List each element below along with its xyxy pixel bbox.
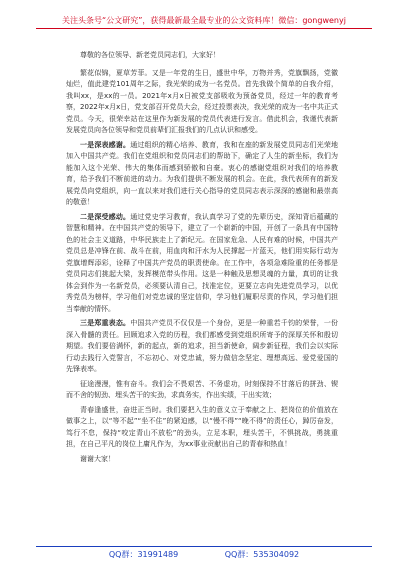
- document-body: [66, 50, 338, 468]
- paragraph-text: 繁花似锦，夏草芳菲。又是一年党的生日，盛世中华，万物并秀，党旗飘扬，党徽灿烂，值此建党101周年之际，我光荣的成为一名党员。首先我做个简单的自我介绍，我叫xx，是xx的一员。2021年x月x日被党支部吸收为预备党员，经过一年的教育考察，2022年x月x日，党支部召开党员大会，经过投票表决，我光荣的成为一名中共正式党员。今天，很荣幸站在这里作为新发展的党员代表进行发言。借此机会，我谨代表新发展党员向各位领导和党员前辈们汇报我们的几点认识和感受。: [66, 68, 338, 134]
- paragraph-youth: [66, 405, 338, 451]
- paragraph-struggle: [66, 379, 338, 402]
- paragraph-text: 通过组织的精心培养、教育，我和在座的新发展党员同志们光荣地加入中国共产党。我们在党组织和党员同志们的帮助下，确定了人生的新坐标，我们为能加入这个光荣、伟大的集体而感到骄傲和自豪。衷心的感谢党组织对我们的培养教育，给予我们不断前进的动力。为我们提供不断发展的机会。在此，我代表所有的新发展党员向党组织，向一直以来对我们进行关心指导的党员同志表示深深的感谢和最崇高的敬意！: [66, 140, 339, 206]
- paragraph-text: 青春逢盛世，奋进正当时。我们要把入生的意义立于奉献之上、把岗位的价值放在做事之上，以“等不起”“坐不住”的紧迫感，以“慢不得”“晚不得”的责任心，踔厉奋发，笃行不怠，保持“咬定青山不放松”的劲头，立足本职，埋头苦干，不惧挑战，勇挑重担，在自己平凡的岗位上庸凡作为，为xx事业贡献出自己的青春和热血！: [66, 405, 338, 448]
- paragraph-text: 中国共产党员不仅仅是一个身份，更是一种重若千钧的荣誉，一份深入骨髓的责任。回顾追求入党的历程，我们都感受到党组织所寄予的深厚关怀和殷切期望。我们要倍满怀，新的起点，新的追求，担当新使命，阔步新征程，我们会以实际行动去践行入党誓言，不忘初心、对党忠诚，努力做信念坚定、理想高远、爱党爱国的先锋表率。: [66, 319, 339, 373]
- paragraph-text: 征途漫漫，惟有奋斗。我们会不畏艰苦、不务虚功，时刻保持不甘落后的拼劲、锲而不舍的韧劲、埋头苦干的实劲，求真务实，作出实绩，干出实效；: [66, 379, 338, 399]
- paragraph-lead: 三是郑重表态。: [80, 319, 131, 327]
- footer-qq-group-1: QQ群：31991489: [108, 550, 179, 559]
- paragraph-text: 通过党史学习教育，我认真学习了党的先辈历史，深知背后蕴藏的智慧和精神。在中国共产党的领导下，建立了一个崭新的中国，开创了一条具有中国特色的社会主义道路，中华民族走上了新纪元。在国家危急、人民有难的时候，中国共产党员总是冲锋在前、战斗在前，用血肉和汗水为人民撑起一片蓝天，他们用实际行动为党旗增辉添彩，诠释了中国共产党员的职责使命。在工作中，各项急难险重的任务都是党员同志们挑起大梁，发挥模范带头作用。这是一种触及思想灵魂的力量，真切的让我体会到作为一名新党员，必须要认清自己，找准定位，更要立志向先进党员学习，以优秀党员为榜样，学习他们对党忠诚的坚定信仰，学习他们履职尽责的作风，学习他们担当奉献的情怀。: [66, 212, 339, 313]
- paragraph-lead: 二是深受感动。: [80, 212, 131, 221]
- paragraph-moved: [66, 212, 338, 316]
- page-footer: [36, 546, 372, 561]
- paragraph-intro: [66, 68, 338, 137]
- page-header-banner: 关注头条号“公文研究”，获得最新最全最专业的公文资料库！微信：gongwenyj: [36, 16, 372, 29]
- footer-qq-group-2: QQ群：535304092: [224, 550, 300, 559]
- paragraph-thanks: [66, 140, 338, 209]
- salutation: 尊敬的各位领导、新老党员同志们，大家好！: [80, 51, 220, 59]
- closing-thanks: 谢谢大家！: [80, 454, 115, 463]
- paragraph-pledge: [66, 318, 338, 376]
- paragraph-lead: 一是深表感谢。: [80, 140, 131, 149]
